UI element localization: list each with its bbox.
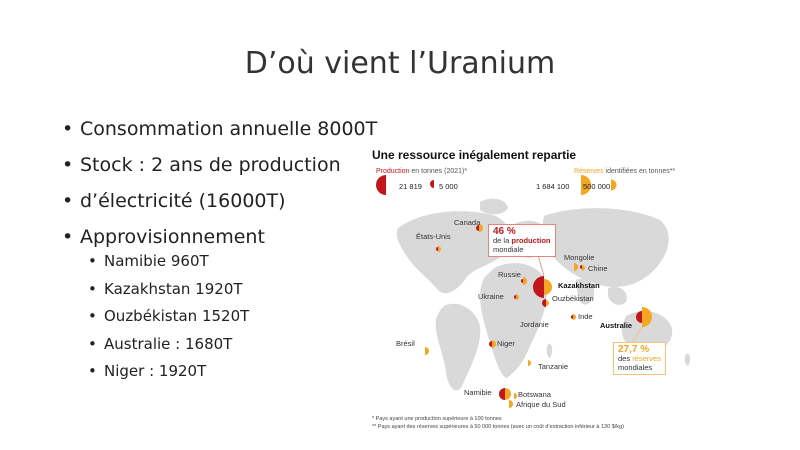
label-kazakhstan: Kazakhstan [558, 281, 600, 290]
land-asia [543, 208, 669, 287]
label-afrique-du-sud: Afrique du Sud [516, 400, 566, 409]
legend-reserves-unit: identifiées en tonnes** [603, 168, 676, 175]
callout-reserves-value: 27,7 % [618, 344, 650, 355]
sub-bullet-kazakhstan: • Kazakhstan 1920T [88, 282, 249, 310]
callout-production [488, 224, 556, 257]
callout-production-pre: de la [493, 236, 512, 245]
label-mongolie: Mongolie [564, 253, 595, 262]
label-jordanie: Jordanie [520, 320, 549, 329]
label-niger: Niger [497, 339, 515, 348]
callout-reserves-line2: mondiales [618, 363, 653, 372]
legend-res-value-large: 1 684 100 [536, 182, 570, 191]
uranium-infographic [368, 140, 798, 440]
slide-title: D’où vient l’Uranium [244, 46, 556, 81]
bullet-stock: • Stock : 2 ans de production [62, 156, 377, 192]
marker-botswana [514, 393, 517, 399]
land-south-america [436, 304, 481, 391]
land-greenland [480, 199, 508, 215]
label-chine: Chine [588, 264, 608, 273]
label-russie: Russie [498, 270, 521, 279]
legend-reserves-label: Réserves [574, 168, 604, 175]
marker-bresil [425, 347, 429, 355]
sub-bullet-namibie: • Namibie 960T [88, 254, 249, 282]
bullet-electricite: • d’électricité (16000T) [62, 192, 377, 228]
sub-bullet-australie: • Australie : 1680T [88, 337, 249, 365]
infographic-title: Une ressource inégalement repartie [372, 148, 577, 162]
legend-res-value-small: 500 000 [583, 182, 611, 191]
legend-prod-small [430, 180, 434, 188]
legend-production-unit: en tonnes (2021)* [409, 168, 468, 175]
legend-production [376, 168, 467, 175]
legend-production-label: Production [376, 168, 410, 175]
callout-reserves [613, 342, 666, 375]
label-ouzbekistan: Ouzbékistan [552, 294, 594, 303]
bullet-approvisionnement: • Approvisionnement [62, 228, 377, 264]
marker-inde [571, 314, 576, 320]
callout-production-em: production [511, 236, 551, 245]
label-namibie: Namibie [464, 388, 492, 397]
callout-production-line2: mondiale [493, 245, 524, 254]
supply-sub-list [88, 254, 249, 392]
legend-prod-large [376, 175, 386, 195]
marker-namibie [499, 388, 511, 400]
callout-reserves-line1 [618, 354, 661, 363]
sub-bullet-niger: • Niger : 1920T [88, 364, 249, 392]
land-southeast-asia [608, 287, 627, 305]
label-inde: Inde [578, 312, 593, 321]
callout-reserves-em: réserves [632, 354, 661, 363]
land-new-zealand [685, 354, 690, 366]
footnote-production: * Pays ayant une production supérieure à 100 tonnes [372, 416, 502, 422]
label-usa: États-Unis [416, 232, 451, 241]
label-tanzanie: Tanzanie [538, 362, 569, 371]
marker-afrique-sud [509, 400, 513, 408]
callout-production-line1 [493, 236, 551, 245]
main-bullet-list [62, 120, 377, 264]
legend-prod-value-small: 5 000 [439, 182, 458, 191]
land-madagascar [547, 344, 552, 358]
footnote-reserves: ** Pays ayant des réserves supérieures à 50 000 tonnes (avec un coût d’extraction inférieur à 130 $/kg) [372, 424, 624, 430]
callout-production-value: 46 % [493, 226, 516, 237]
label-bresil: Brésil [396, 339, 415, 348]
callout-reserves-pre: des [618, 354, 633, 363]
sub-bullet-ouzbekistan: • Ouzbékistan 1520T [88, 309, 249, 337]
legend-prod-value-large: 21 819 [399, 182, 422, 191]
legend-reserves [574, 168, 675, 175]
legend-res-small [611, 180, 616, 191]
label-botswana: Botswana [518, 390, 551, 399]
label-ukraine: Ukraine [478, 292, 504, 301]
marker-tanzanie [528, 360, 531, 366]
bullet-consommation: • Consommation annuelle 8000T [62, 120, 377, 156]
label-australie: Australie [600, 321, 633, 330]
label-canada: Canada [454, 218, 481, 227]
